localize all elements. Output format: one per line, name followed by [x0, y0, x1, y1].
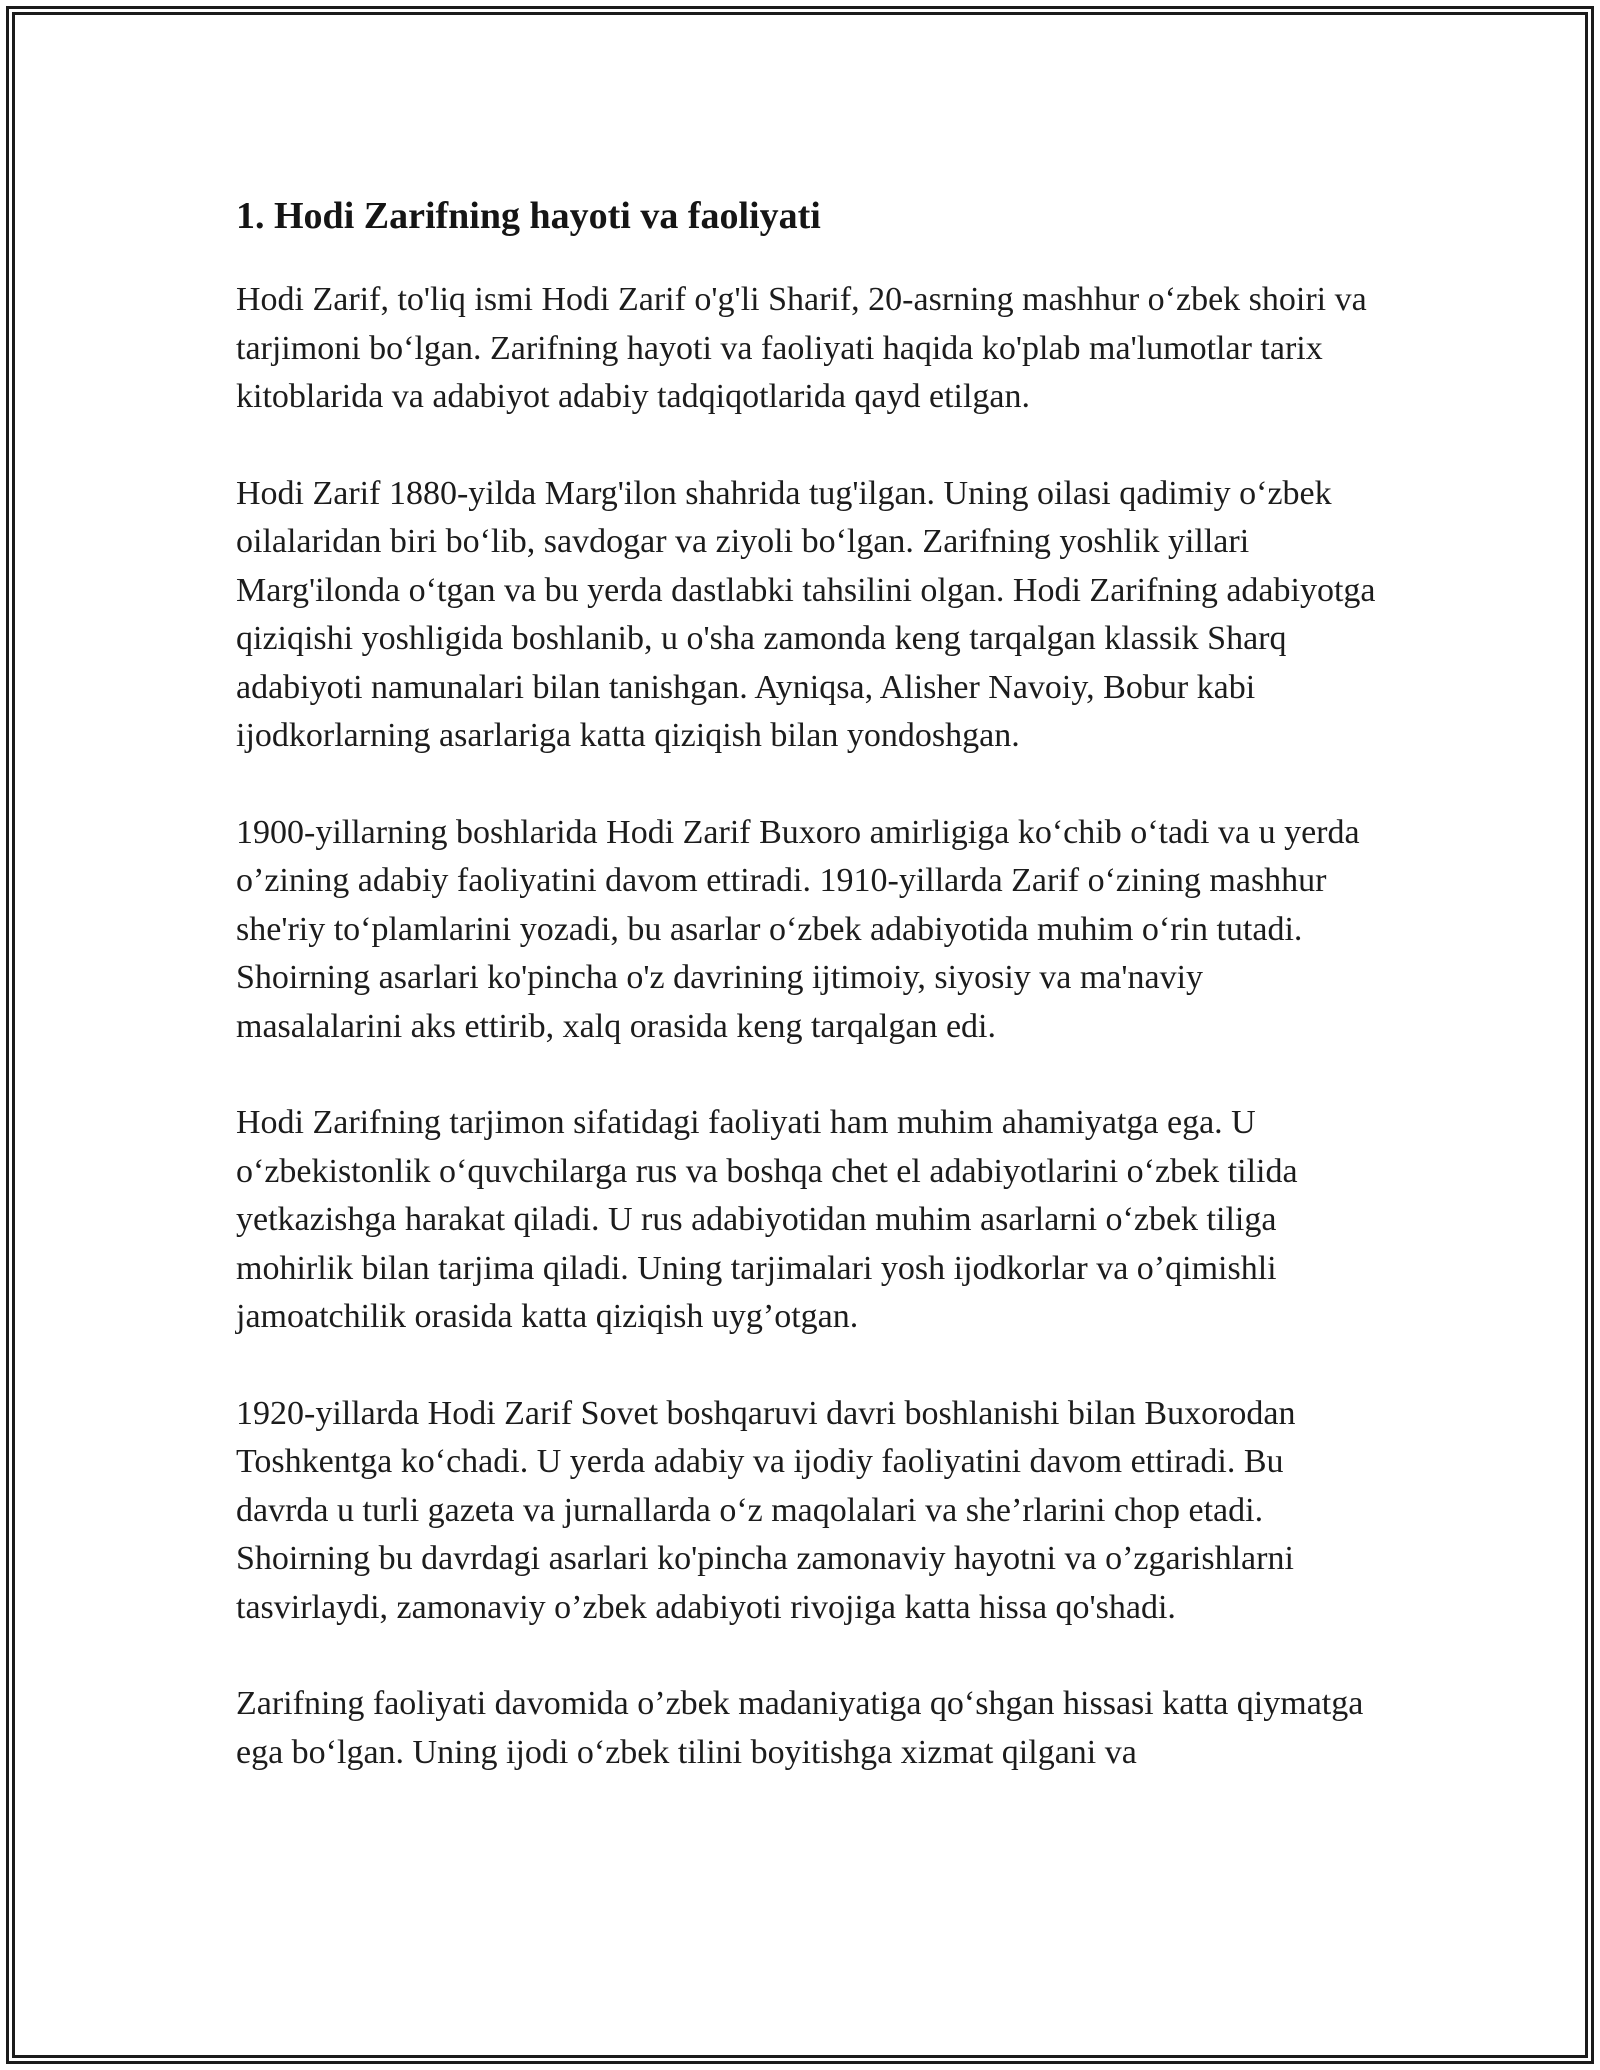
paragraph-tashkent-period: 1920-yillarda Hodi Zarif Sovet boshqaruvi davri boshlanishi bilan Buxorodan Toshkentga ko‘chadi. U yerda adabiy va ijodiy faoliyatini davom ettiradi. Bu davrda u turli gazeta va jurnallarda o‘z maqolalari va she’rlarini chop etadi. Shoirning bu davrdagi asarlari ko'pincha zamonaviy hayotni va o’zgarishlarni tasvirlaydi, zamonaviy o’zbek adabiyoti rivojiga katta hissa qo'shadi.	[236, 1394, 1296, 1626]
paragraph-translation-work: Hodi Zarifning tarjimon sifatidagi faoliyati ham muhim ahamiyatga ega. U o‘zbekistonlik o‘quvchilarga rus va boshqa chet el adabiyotlarini o‘zbek tilida yetkazishga harakat qiladi. U rus adabiyotidan muhim asarlarni o‘zbek tiliga mohirlik bilan tarjima qiladi. Uning tarjimalari yosh ijodkorlar va o’qimishli jamoatchilik orasida katta qiziqish uyg’otgan.	[236, 1104, 1298, 1335]
paragraph-legacy: Zarifning faoliyati davomida o’zbek madaniyatiga qo‘shgan hissasi katta qiymatga ega bo‘lgan. Uning ijodi o‘zbek tilini boyitishga xizmat qilgani va	[236, 1685, 1364, 1771]
paragraph-bukhara-period: 1900-yillarning boshlarida Hodi Zarif Buxoro amirligiga ko‘chib o‘tadi va u yerda o’zining adabiy faoliyatini davom ettiradi. 1910-yillarda Zarif o‘zining mashhur she'riy to‘plamlarini yozadi, bu asarlar o‘zbek adabiyotida muhim o‘rin tutadi. Shoirning asarlari ko'pincha o'z davrining ijtimoiy, siyosiy va ma'naviy masalalarini aks ettirib, xalq orasida keng tarqalgan edi.	[236, 813, 1360, 1045]
paragraph-intro: Hodi Zarif, to'liq ismi Hodi Zarif o'g'li Sharif, 20-asrning mashhur o‘zbek shoiri va tarjimoni bo‘lgan. Zarifning hayoti va faoliyati haqida ko'plab ma'lumotlar tarix kitoblarida va adabiyot adabiy tadqiqotlarida qayd etilgan.	[236, 281, 1367, 415]
section-heading: 1. Hodi Zarifning hayoti va faoliyati	[236, 195, 821, 237]
paragraph-early-life: Hodi Zarif 1880-yilda Marg'ilon shahrida tug'ilgan. Uning oilasi qadimiy o‘zbek oilalaridan biri bo‘lib, savdogar va ziyoli bo‘lgan. Zarifning yoshlik yillari Marg'ilonda o‘tgan va bu yerda dastlabki tahsilini olgan. Hodi Zarifning adabiyotga qiziqishi yoshligida boshlanib, u o'sha zamonda keng tarqalgan klassik Sharq adabiyoti namunalari bilan tanishgan. Ayniqsa, Alisher Navoiy, Bobur kabi ijodkorlarning asarlariga katta qiziqish bilan yondoshgan.	[236, 474, 1376, 754]
document-body	[236, 184, 1376, 1825]
